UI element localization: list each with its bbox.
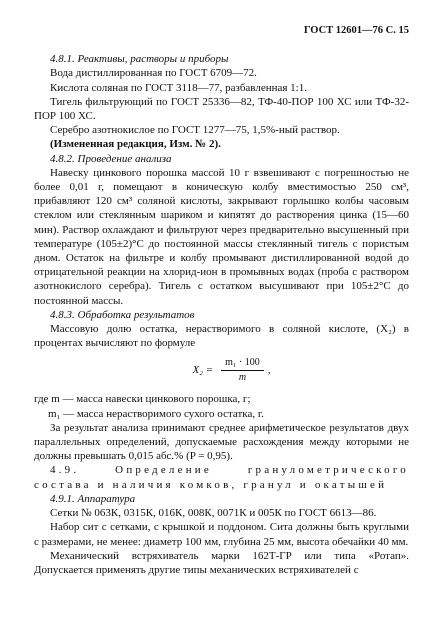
sieves-list: Сетки № 063К, 0315К, 016К, 008К, 0071К и 005К по ГОСТ 6613—86. [50, 507, 377, 520]
section-4-8-2-title: 4.8.2. Проведение анализа [50, 152, 172, 165]
formula-lhs: X₂ = [192, 364, 214, 377]
shaker-text: Механический встряхиватель марки 162Т-ГР или типа «Ротап». Допускается применять другие типы механических встряхивателей с [34, 549, 409, 576]
result-statement: За результат анализа принимают среднее арифметическое результатов двух параллельных определений, допускаемые расхождения между которыми не должны превышать 0,015 абс.% (P = 0,95). [34, 421, 409, 463]
sieve-set: Набор сит с сетками, с крышкой и поддоном. Сита должны быть круглыми с размерами, не менее: диаметр 100 мм, глубина 25 мм, высота обечайки 40 мм. [34, 521, 409, 548]
results-intro: Массовую долю остатка, нерастворимого в соляной кислоте, (X₂) в процентах вычисляют по формуле [34, 323, 409, 350]
formula [54, 354, 409, 386]
formula-numerator: m₁ · 100 [221, 357, 264, 371]
section-4-8-3-title: 4.8.3. Обработка результатов [50, 308, 195, 321]
section-4-9-title: 4.9. Определение гранулометрического состава и наличия комков, гранул и окатышей [34, 464, 409, 491]
section-4-8-1-title: 4.8.1. Реактивы, растворы и приборы [50, 53, 229, 66]
reagent-acid: Кислота соляная по ГОСТ 3118—77, разбавленная 1:1. [50, 81, 307, 94]
section-4-9-1-title: 4.9.1. Аппаратура [50, 492, 136, 505]
reagent-crucible: Тигель фильтрующий по ГОСТ 25336—82, ТФ-40-ПОР 100 ХС или ТФ-32-ПОР 100 ХС. [34, 95, 409, 123]
definition-m1: m₁ — масса нерастворимого сухого остатка, г. [48, 407, 264, 420]
definition-m: где m — масса навески цинкового порошка, г; [34, 393, 251, 406]
reagent-water: Вода дистиллированная по ГОСТ 6709—72. [50, 67, 257, 80]
analysis-procedure: Навеску цинкового порошка массой 10 г взвешивают с погрешностью не более 0,01 г, помещают в коническую колбу вместимостью 250 см³, прибавляют 120 см³ соляной кислоты, закрывают горлышко колбы часовым стеклом или стеклянным шариком и кипятят до растворения цинка (15—60 мин). Раствор охлаждают и фильтруют через предварительно высушенный при температуре (105±2)°С до постоянной массы стеклянный тигель с пористым дном. Остаток на фильтре и колбу промывают дистиллированной водой до отрицательной реакции на хлорид-ион в промывных водах (проба с раствором азотнокислого серебра). Тигель с остатком высушивают при 105±2°С до постоянной массы. [34, 166, 409, 307]
formula-fraction [221, 357, 264, 384]
page-header: ГОСТ 12601—76 С. 15 [303, 25, 409, 36]
formula-denominator: m [238, 371, 247, 383]
revision-note: (Измененная редакция, Изм. № 2). [50, 138, 221, 151]
reagent-silver: Серебро азотнокислое по ГОСТ 1277—75, 1,5%-ный раствор. [50, 124, 340, 137]
formula-tail: , [267, 364, 271, 377]
